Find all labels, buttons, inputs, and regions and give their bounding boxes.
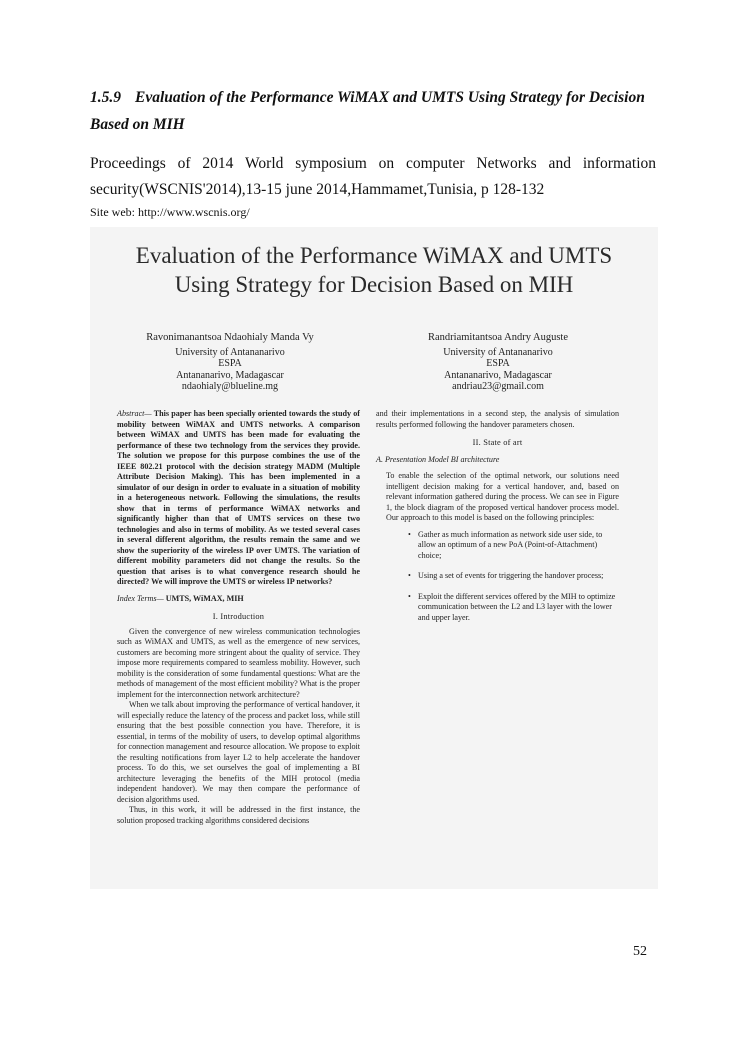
section-heading xyxy=(90,84,670,138)
index-terms-text: UMTS, WiMAX, MIH xyxy=(163,593,244,603)
principles-list xyxy=(386,530,619,624)
author-name: Randriamitantsoa Andry Auguste xyxy=(428,332,568,343)
section-title: Evaluation of the Performance WiMAX and UMTS Using Strategy for Decision Based on MIH xyxy=(90,89,645,133)
list-item: • Exploit the different services offered by the MIH to optimize communication between the L2 and L3 layer with the lower and upper layer. xyxy=(408,591,616,622)
index-terms xyxy=(117,594,360,605)
list-item: • Gather as much information as network side user side, to allow an optimum of a new PoA (Point-of-Attachment) choice; xyxy=(408,529,603,560)
section-number: 1.5.9 xyxy=(90,89,121,106)
author-email: andriau23@gmail.com xyxy=(452,381,544,392)
paper-title-line-1: Evaluation of the Performance WiMAX and UMTS xyxy=(135,243,613,268)
intro-paragraph-1: Given the convergence of new wireless communication technologies such as WiMAX and UMTS, as well as the emergence of new services, customers are becoming more stringent about the quality of service. They impose more requirements compared to seamless mobility. However, such mobility is the consideration of some fundamental questions: What are the methods of management of the most efficient mobility? What is the proper implement for the interconnection network architecture? xyxy=(117,626,360,699)
paper-left-column xyxy=(117,409,360,826)
paper-first-page-image xyxy=(90,227,658,889)
abstract-lead: Abstract— xyxy=(117,409,152,418)
paper-title xyxy=(90,241,658,299)
abstract-text: This paper has been specially oriented towards the study of mobility between WiMAX and UMTS networks. A comparison between WiMAX and UMTS has been made for evaluating the performance of these two technology from the services they provide. The solution we propose for this purpose combines the use of the IEEE 802.21 protocol with the decision strategy MADM (Multiple Attribute Decision Making). This has been implemented in a simulator of our design in order to evaluate in a situation of mobility in a heterogeneous network. Following the simulations, the results show that in terms of performance WiMAX networks and significantly higher than that of UMTS services on these two technologies and also in terms of mobility. As we tested several cases in several different algorithm, the results remain the same and we show the superiority of the wireless IP over UMTS. The variation of different mobility parameters did not change the results. So the question that arises is to what convergence research should he directed? We will improve the UMTS or wireless IP networks? xyxy=(117,409,360,586)
right-continuation: and their implementations in a second step, the analysis of simulation results performed following the handover parameters chosen. xyxy=(376,409,619,429)
list-item: • Using a set of events for triggering the handover process; xyxy=(408,571,604,580)
right-body xyxy=(376,471,619,623)
author-city: Antananarivo, Madagascar xyxy=(444,369,552,381)
page-number: 52 xyxy=(633,944,647,959)
author-school: ESPA xyxy=(486,358,510,369)
abstract xyxy=(117,409,360,588)
paper-title-line-2: Using Strategy for Decision Based on MIH xyxy=(174,272,574,297)
intro-paragraph-3: Thus, in this work, it will be addressed in the first instance, the solution proposed tracking algorithms considered decisions xyxy=(117,805,360,825)
intro-paragraph-2: When we talk about improving the performance of vertical handover, it will especially reduce the latency of the process and packet loss, while still ensuring that the best possible connection you have. Therefore, it is essential, in terms of the mobility of users, to develop optimal algorithms for connection management and resource allocation. We propose to exploit the resulting notifications from layer L2 to help accelerate the handover process. To do this, we set ourselves the goal of implementing a BI architecture leveraging the benefits of the MIH protocol (media independent handover). We may then compare the performance of decision algorithms used. xyxy=(117,700,360,804)
author-email: ndaohialy@blueline.mg xyxy=(181,381,279,392)
site-web-line: Site web: http://www.wscnis.org/ xyxy=(90,205,250,219)
proceedings-citation: Proceedings of 2014 World symposium on computer Networks and information security(WSCNIS'2014),13-15 june 2014,Hammamet,Tunisia, p 128-132 xyxy=(90,155,656,198)
section-1-heading: I. Introduction xyxy=(212,612,265,621)
author-university: University of Antananarivo xyxy=(443,346,553,358)
author-school: ESPA xyxy=(218,358,242,369)
author-name: Ravonimanantsoa Ndaohialy Manda Vy xyxy=(146,332,314,343)
subsection-a-heading: A. Presentation Model BI architecture xyxy=(376,454,500,464)
author-block-2 xyxy=(378,332,618,393)
index-terms-lead: Index Terms— xyxy=(117,593,164,603)
author-block-1 xyxy=(110,332,350,393)
right-paragraph-1: To enable the selection of the optimal network, our solutions need intelligent decision making for a vertical handover, and, based on relevant information gathered during the process. We can see in Figure 1, the block diagram of the proposed vertical handover process model. Our approach to this model is based on the following principles: xyxy=(386,471,619,522)
section-2-heading: II. State of art xyxy=(472,438,523,447)
paper-right-column xyxy=(376,409,619,633)
author-city: Antananarivo, Madagascar xyxy=(176,369,284,381)
author-university: University of Antananarivo xyxy=(175,346,285,358)
